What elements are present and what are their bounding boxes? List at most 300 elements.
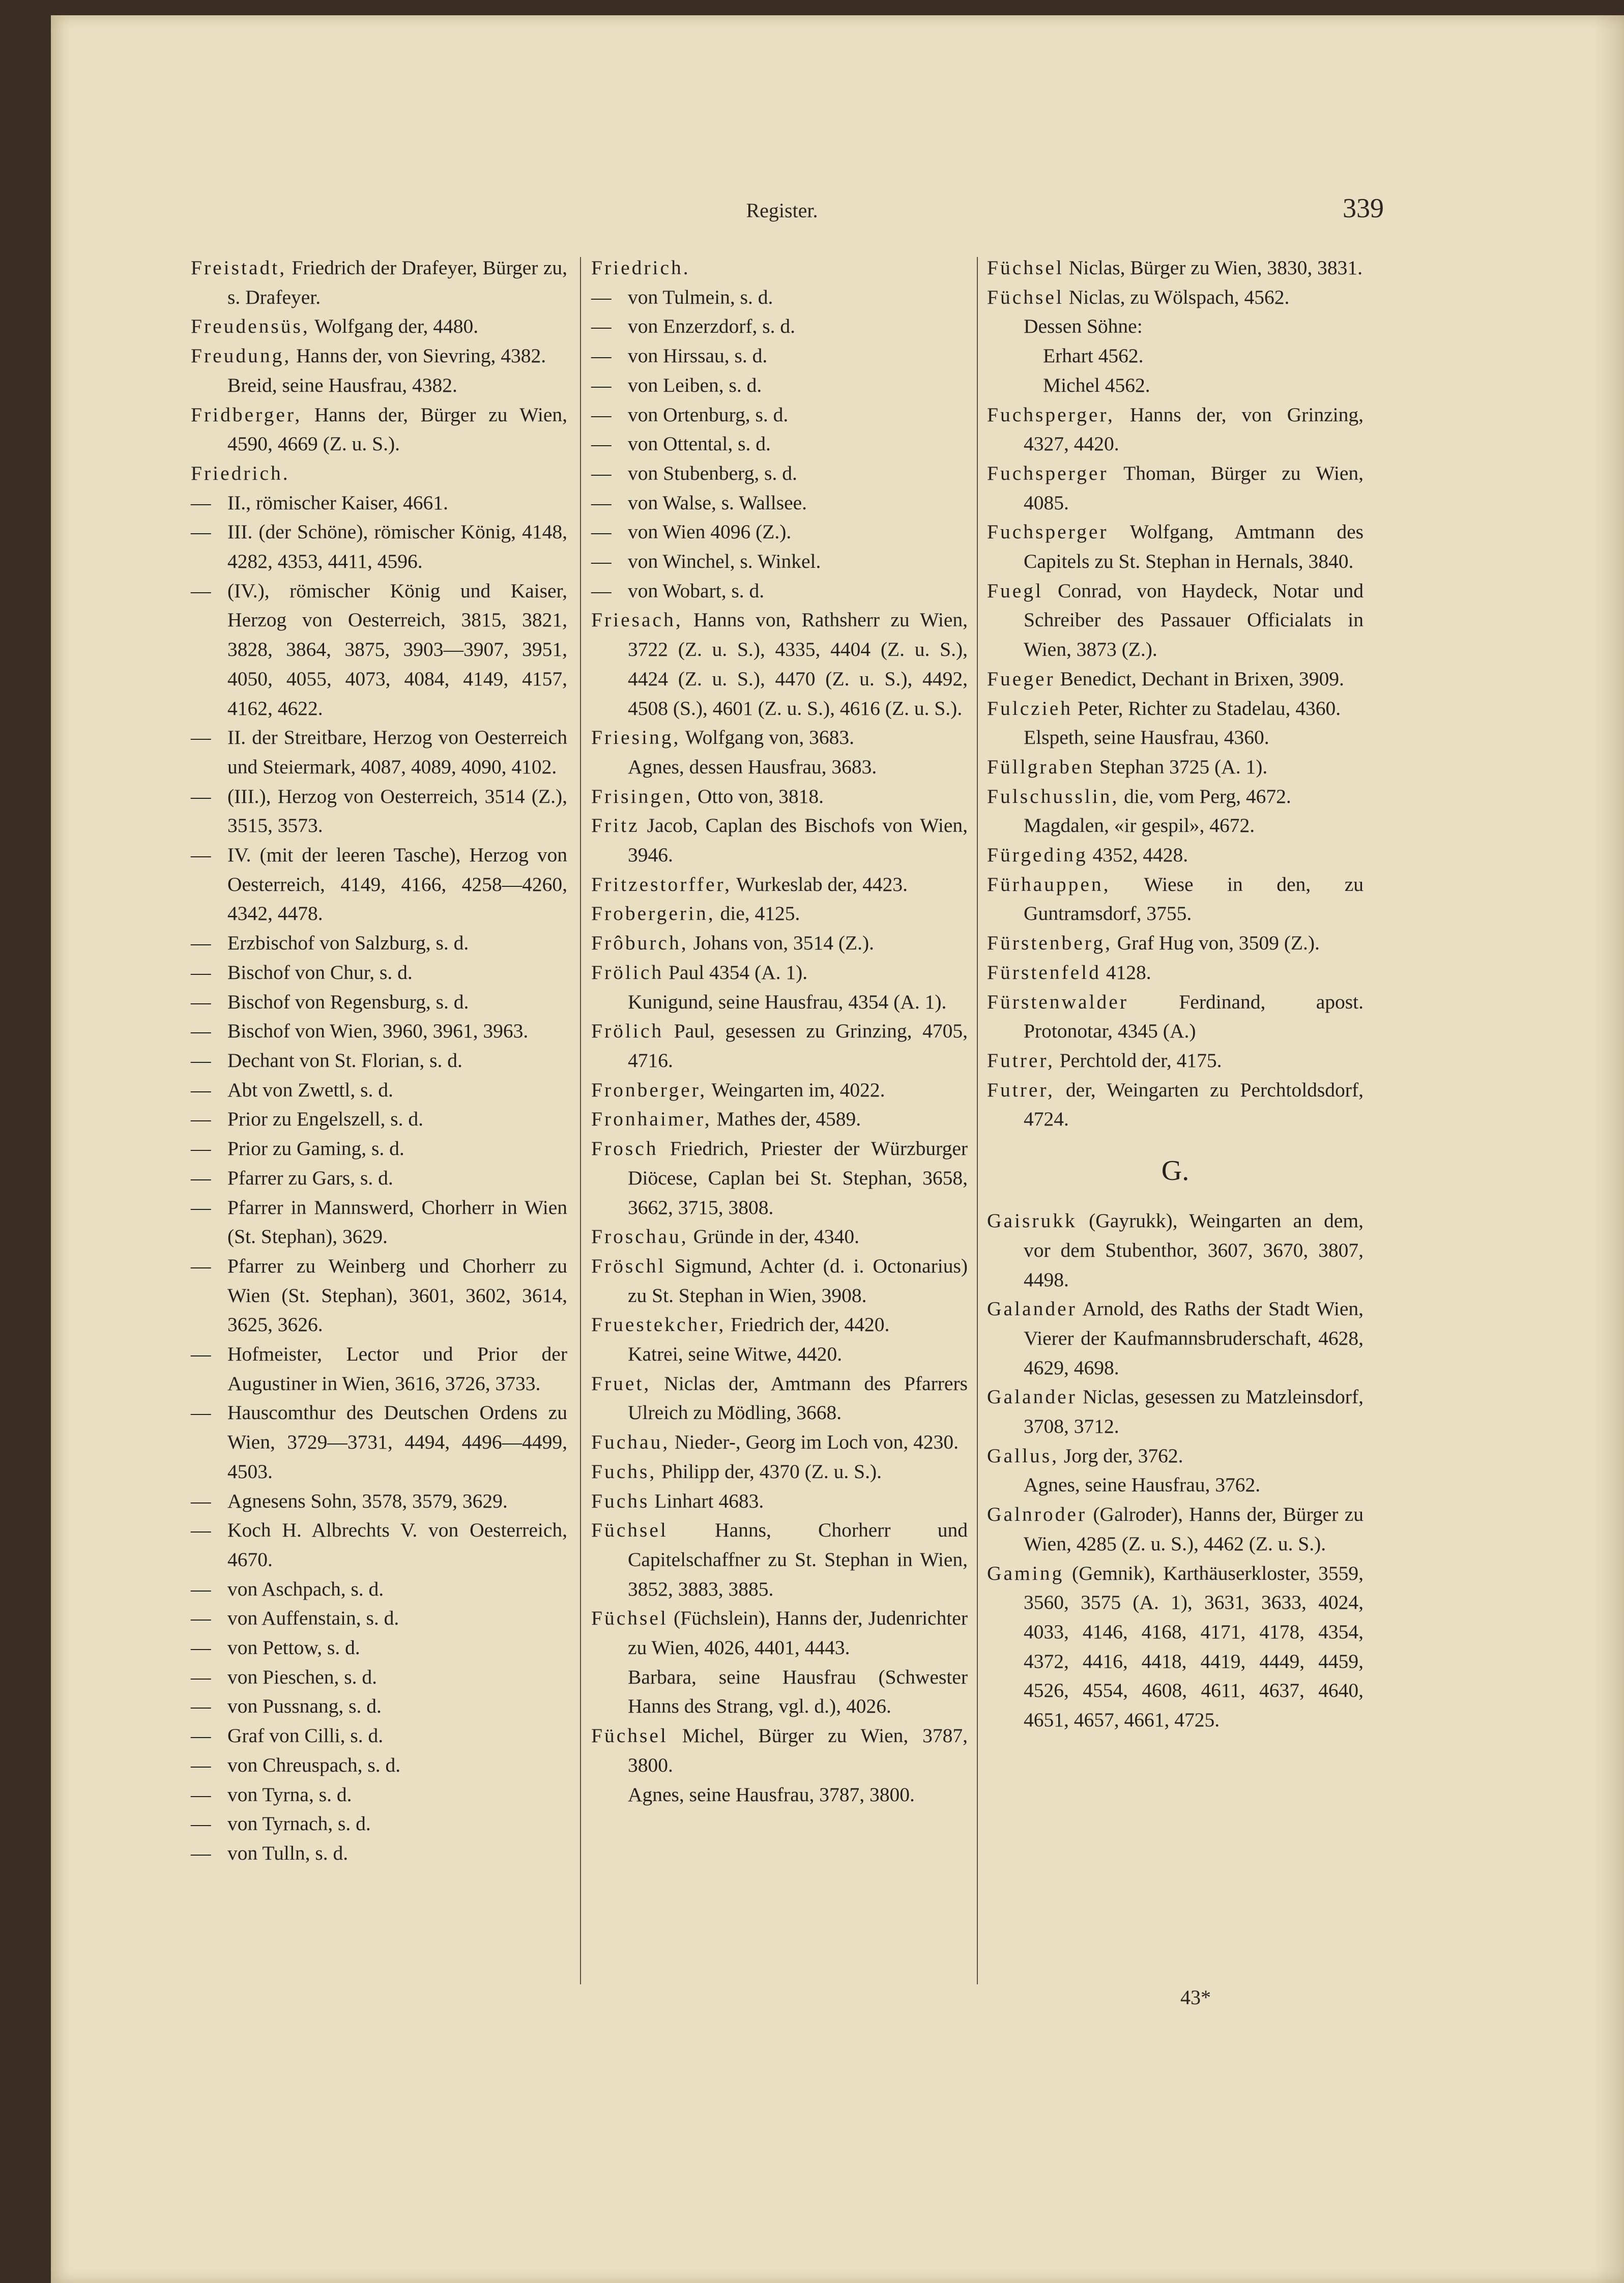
entry-keyword: Füllgraben (987, 755, 1095, 778)
index-entry (591, 253, 968, 283)
entry-text: Pfarrer zu Weinberg und Chorherr zu Wien (St. Stephan), 3601, 3602, 3614, 3625, 3626. (227, 1254, 567, 1336)
index-entry (987, 253, 1364, 283)
entry-text: Pfarrer zu Gars, s. d. (227, 1166, 393, 1189)
entry-keyword: Galnroder (987, 1503, 1087, 1526)
entry-keyword: Fröschl (591, 1254, 666, 1277)
entry-keyword: Frisingen, (591, 785, 693, 807)
index-entry (591, 517, 968, 547)
entry-keyword: Friesing, (591, 726, 681, 749)
entry-text: Jacob, Caplan des Bischofs von Wien, 3946. (628, 814, 968, 866)
index-entry (191, 1046, 567, 1076)
index-entry (191, 929, 567, 958)
entry-keyword: Freudung, (191, 344, 292, 367)
index-entry (191, 1604, 567, 1633)
entry-keyword: Fürstenberg, (987, 932, 1112, 955)
index-entry (987, 1206, 1364, 1294)
entry-text: II. der Streitbare, Herzog von Oesterreich und Steiermark, 4087, 4089, 4090, 4102. (227, 726, 567, 778)
entry-keyword: Futrer, (987, 1049, 1055, 1072)
entry-text: von Tyrnach, s. d. (227, 1812, 371, 1835)
entry-text: 4128. (1100, 961, 1151, 984)
index-entry (591, 1340, 968, 1369)
index-entry (591, 899, 968, 929)
index-entry (191, 371, 567, 400)
repeat-dash: — (191, 1078, 211, 1101)
index-entry (191, 1721, 567, 1751)
entry-keyword: Fueger (987, 667, 1055, 690)
index-entry (191, 1252, 567, 1340)
index-entry (987, 371, 1364, 400)
index-entry (591, 929, 968, 958)
index-entry (987, 1294, 1364, 1382)
entry-text: Mathes der, 4589. (711, 1108, 861, 1131)
section-letter-heading: G. (1161, 1155, 1190, 1187)
index-entry (987, 870, 1364, 929)
entry-keyword: Fridberger, (191, 403, 302, 426)
index-entry (191, 253, 567, 312)
entry-text: (III.), Herzog von Oesterreich, 3514 (Z.), 3515, 3573. (227, 785, 567, 837)
entry-keyword: Fritz (591, 814, 640, 837)
entry-text: Hanns von, Rathsherr zu Wien, 3722 (Z. u. S.), 4335, 4404 (Z. u. S.), 4424 (Z. u. S.), 4470 (Z. u. S.), 4492, 4508 (S.), 4601 (Z. u. S.), 4616 (Z. u. S.). (628, 609, 968, 719)
entry-keyword: Galander (987, 1385, 1077, 1408)
repeat-dash: — (191, 1724, 211, 1747)
index-entry (987, 958, 1364, 988)
page-edge-shading (1593, 15, 1624, 2283)
entry-text: Barbara, seine Hausfrau (Schwester Hanns des Strang, vgl. d.), 4026. (628, 1665, 968, 1718)
entry-text: Magdalen, «ir gespil», 4672. (1024, 814, 1255, 837)
index-entry (591, 1604, 968, 1662)
repeat-dash: — (191, 1812, 211, 1835)
entry-text: Graf Hug von, 3509 (Z.). (1112, 932, 1320, 955)
repeat-dash: — (191, 1607, 211, 1630)
repeat-dash: — (591, 285, 612, 308)
entry-keyword: Frôburch, (591, 932, 688, 955)
repeat-dash: — (591, 579, 612, 602)
repeat-dash: — (191, 1577, 211, 1600)
index-entry (191, 723, 567, 782)
entry-text: Nieder-, Georg im Loch von, 4230. (670, 1431, 959, 1454)
signature-mark: 43* (1180, 1986, 1211, 2009)
entry-text: Conrad, von Haydeck, Notar und Schreiber des Passauer Officialats in Wien, 3873 (Z.). (1024, 579, 1364, 661)
entry-text: Bischof von Chur, s. d. (227, 961, 413, 984)
index-entry (191, 1663, 567, 1692)
entry-text: Perchtold der, 4175. (1054, 1049, 1222, 1072)
index-entry (591, 1663, 968, 1721)
entry-text: Jorg der, 3762. (1059, 1444, 1183, 1467)
column-rule (580, 257, 581, 1984)
index-entry (191, 1780, 567, 1810)
index-entry (987, 1559, 1364, 1735)
entry-text: von Pieschen, s. d. (227, 1665, 378, 1688)
repeat-dash: — (191, 990, 211, 1013)
entry-keyword: Frobergerin, (591, 902, 715, 925)
entry-text: Hanns der, von Sievring, 4382. (291, 344, 546, 367)
entry-text: Agnes, dessen Hausfrau, 3683. (628, 755, 877, 778)
entry-text: von Stubenberg, s. d. (628, 461, 797, 484)
entry-text: Agnes, seine Hausfrau, 3762. (1024, 1473, 1261, 1496)
entry-keyword: Fronhaimer, (591, 1108, 712, 1131)
repeat-dash: — (591, 344, 612, 367)
entry-text: die, 4125. (715, 902, 800, 925)
index-entry (191, 488, 567, 518)
index-entry (191, 1193, 567, 1252)
index-entry (987, 341, 1364, 371)
entry-text: Friedrich der, 4420. (726, 1313, 890, 1336)
entry-text: Benedict, Dechant in Brixen, 3909. (1055, 667, 1344, 690)
entry-text: Erzbischof von Salzburg, s. d. (227, 932, 469, 955)
entry-keyword: Friesach, (591, 609, 683, 631)
index-entry (987, 283, 1364, 312)
entry-keyword: Froschau, (591, 1225, 688, 1248)
index-entry (987, 459, 1364, 517)
repeat-dash: — (591, 373, 612, 396)
repeat-dash: — (191, 1753, 211, 1776)
entry-keyword: Fürstenfeld (987, 961, 1101, 984)
index-entry (987, 1046, 1364, 1076)
entry-text: Paul 4354 (A. 1). (663, 961, 808, 984)
repeat-dash: — (591, 315, 612, 338)
repeat-dash: — (191, 785, 211, 807)
entry-text: von Wien 4096 (Z.). (628, 521, 792, 543)
repeat-dash: — (191, 1665, 211, 1688)
repeat-dash: — (191, 844, 211, 866)
entry-text: Wolfgang der, 4480. (309, 315, 479, 338)
entry-text: Sigmund, Achter (d. i. Octonarius) zu St. Stephan in Wien, 3908. (628, 1254, 968, 1307)
entry-text: von Auffenstain, s. d. (227, 1607, 399, 1630)
repeat-dash: — (191, 1020, 211, 1043)
index-entry (591, 753, 968, 782)
index-entry (987, 1500, 1364, 1558)
entry-text: von Ottental, s. d. (628, 432, 771, 455)
repeat-dash: — (191, 579, 211, 602)
entry-keyword: Fuchau, (591, 1431, 670, 1454)
entry-text: Elspeth, seine Hausfrau, 4360. (1024, 726, 1269, 749)
entry-text: Erhart 4562. (1043, 344, 1144, 367)
repeat-dash: — (191, 1783, 211, 1806)
repeat-dash: — (591, 403, 612, 426)
index-entry (987, 782, 1364, 812)
index-entry (987, 988, 1364, 1046)
index-entry (591, 429, 968, 459)
index-entry (591, 1780, 968, 1810)
repeat-dash: — (191, 1401, 211, 1424)
entry-text: Niclas, Bürger zu Wien, 3830, 3831. (1063, 256, 1363, 279)
index-entry (191, 312, 567, 341)
entry-text: von Pettow, s. d. (227, 1636, 360, 1659)
index-entry (591, 723, 968, 753)
entry-text: (IV.), römischer König und Kaiser, Herzog von Oesterreich, 3815, 3821, 3828, 3864, 3875, 3903—3907, 3951, 4050, 4055, 4073, 4084, 4149, 4157, 4162, 4622. (227, 579, 567, 719)
repeat-dash: — (191, 1108, 211, 1131)
entry-keyword: Fruestekcher, (591, 1313, 726, 1336)
entry-text: von Chreuspach, s. d. (227, 1753, 401, 1776)
entry-keyword: Fronberger, (591, 1078, 707, 1101)
index-entry (191, 576, 567, 724)
index-entry (191, 1809, 567, 1839)
entry-keyword: Fürstenwalder (987, 990, 1128, 1013)
index-entry (591, 1310, 968, 1340)
entry-text: Stephan 3725 (A. 1). (1094, 755, 1268, 778)
entry-text: Philipp der, 4370 (Z. u. S.). (656, 1460, 882, 1483)
index-entry (191, 1751, 567, 1780)
index-entry (591, 605, 968, 723)
index-entry (591, 1369, 968, 1428)
entry-text: Hofmeister, Lector und Prior der Augustiner in Wien, 3616, 3726, 3733. (227, 1343, 567, 1395)
index-entry (591, 1487, 968, 1516)
entry-text: Michel 4562. (1043, 373, 1150, 396)
entry-text: von Winchel, s. Winkel. (628, 550, 821, 573)
index-entry (191, 1105, 567, 1134)
entry-text: Agnes, seine Hausfrau, 3787, 3800. (628, 1783, 915, 1806)
index-column-3 (987, 253, 1364, 1735)
index-entry (591, 488, 968, 518)
repeat-dash: — (191, 1196, 211, 1219)
index-entry (191, 1633, 567, 1663)
entry-text: Hanns der, von Grinzing, 4327, 4420. (1024, 403, 1364, 455)
index-entry (987, 517, 1364, 576)
entry-text: Prior zu Engelszell, s. d. (227, 1108, 424, 1131)
entry-text: 4352, 4428. (1087, 844, 1188, 866)
entry-text: Michel, Bürger zu Wien, 3787, 3800. (628, 1724, 968, 1776)
entry-text: Agnesens Sohn, 3578, 3579, 3629. (227, 1489, 508, 1512)
column-rule (977, 257, 978, 1984)
entry-keyword: Friedrich. (591, 256, 690, 279)
entry-keyword: Füchsel (987, 285, 1064, 308)
entry-text: Wolfgang von, 3683. (680, 726, 855, 749)
entry-text: von Tulmein, s. d. (628, 285, 773, 308)
entry-text: Breid, seine Hausfrau, 4382. (227, 373, 457, 396)
entry-text: Niclas, gesessen zu Matzleinsdorf, 3708, 3712. (1024, 1385, 1364, 1438)
entry-text: (Füchslein), Hanns der, Judenrichter zu Wien, 4026, 4401, 4443. (628, 1607, 968, 1659)
entry-keyword: Fuchsperger, (987, 403, 1115, 426)
entry-keyword: Fulschusslin, (987, 785, 1119, 807)
index-entry (191, 1340, 567, 1398)
index-entry (591, 1017, 968, 1075)
index-entry (191, 988, 567, 1017)
entry-text: Dechant von St. Florian, s. d. (227, 1049, 462, 1072)
entry-keyword: Freudensüs, (191, 315, 310, 338)
repeat-dash: — (191, 1519, 211, 1542)
entry-text: die, vom Perg, 4672. (1119, 785, 1291, 807)
index-column-1 (191, 253, 567, 1868)
index-entry (591, 547, 968, 576)
index-entry (987, 576, 1364, 664)
entry-text: von Wobart, s. d. (628, 579, 765, 602)
entry-keyword: Frölich (591, 961, 664, 984)
entry-text: II., römischer Kaiser, 4661. (227, 491, 448, 514)
entry-keyword: Gallus, (987, 1444, 1059, 1467)
index-entry (591, 459, 968, 488)
index-entry (191, 1134, 567, 1164)
entry-text: Abt von Zwettl, s. d. (227, 1078, 393, 1101)
entry-text: von Enzerzdorf, s. d. (628, 315, 796, 338)
entry-text: Otto von, 3818. (692, 785, 824, 807)
entry-keyword: Füchsel (987, 256, 1064, 279)
entry-text: Ferdinand, apost. Protonotar, 4345 (A.) (1024, 990, 1364, 1043)
entry-keyword: Fritzestorffer, (591, 873, 732, 895)
entry-text: (Gayrukk), Weingarten an dem, vor dem Stubenthor, 3607, 3670, 3807, 4498. (1024, 1209, 1364, 1291)
entry-text: Friedrich der Drafeyer, Bürger zu, s. Drafeyer. (227, 256, 567, 308)
entry-keyword: Gaming (987, 1562, 1064, 1584)
entry-text: Wurkeslab der, 4423. (731, 873, 908, 895)
index-entry (591, 576, 968, 606)
index-entry (987, 723, 1364, 753)
entry-text: von Ortenburg, s. d. (628, 403, 789, 426)
index-entry (987, 1076, 1364, 1134)
entry-text: Kunigund, seine Hausfrau, 4354 (A. 1). (628, 990, 947, 1013)
entry-text: Koch H. Albrechts V. von Oesterreich, 4670. (227, 1519, 567, 1571)
repeat-dash: — (591, 491, 612, 514)
entry-text: von Pussnang, s. d. (227, 1695, 382, 1718)
entry-text: Wolfgang, Amtmann des Capitels zu St. Stephan in Hernals, 3840. (1024, 521, 1364, 573)
entry-keyword: Fuchs, (591, 1460, 657, 1483)
index-entry (191, 341, 567, 371)
entry-keyword: Füchsel (591, 1607, 668, 1630)
entry-text: Wiese in den, zu Guntramsdorf, 3755. (1024, 873, 1364, 925)
repeat-dash: — (191, 491, 211, 514)
entry-text: Prior zu Gaming, s. d. (227, 1137, 404, 1160)
entry-text: Graf von Cilli, s. d. (227, 1724, 384, 1747)
entry-keyword: Gaisrukk (987, 1209, 1077, 1232)
index-entry (591, 341, 968, 371)
entry-text: Thoman, Bürger zu Wien, 4085. (1024, 461, 1364, 514)
index-entry (591, 988, 968, 1017)
index-entry (987, 1382, 1364, 1441)
index-entry (591, 1076, 968, 1105)
entry-keyword: Frölich (591, 1020, 664, 1043)
index-entry (191, 1692, 567, 1721)
entry-text: Hanns, Chorherr und Capitelschaffner zu St. Stephan in Wien, 3852, 3883, 3885. (628, 1519, 968, 1600)
entry-text: Arnold, des Raths der Stadt Wien, Vierer der Kaufmannsbruderschaft, 4628, 4629, 4698. (1024, 1297, 1364, 1379)
index-entry (191, 1076, 567, 1105)
entry-text: von Leiben, s. d. (628, 373, 762, 396)
index-entry (191, 1487, 567, 1516)
entry-keyword: Fuchs (591, 1489, 650, 1512)
entry-keyword: Futrer, (987, 1078, 1055, 1101)
entry-text: der, Weingarten zu Perchtoldsdorf, 4724. (1024, 1078, 1364, 1131)
index-entry (987, 400, 1364, 459)
entry-keyword: Fuegl (987, 579, 1043, 602)
entry-keyword: Galander (987, 1297, 1077, 1320)
entry-keyword: Fuchsperger (987, 521, 1109, 543)
entry-text: Bischof von Wien, 3960, 3961, 3963. (227, 1020, 529, 1043)
index-entry (987, 312, 1364, 341)
entry-text: (Galroder), Hanns der, Bürger zu Wien, 4285 (Z. u. S.), 4462 (Z. u. S.). (1024, 1503, 1364, 1555)
repeat-dash: — (191, 1166, 211, 1189)
index-entry (191, 782, 567, 841)
index-entry (591, 870, 968, 900)
index-entry (591, 1516, 968, 1604)
entry-text: Linhart 4683. (649, 1489, 764, 1512)
index-entry (191, 1575, 567, 1604)
entry-text: Peter, Richter zu Stadelau, 4360. (1072, 697, 1341, 719)
index-entry (987, 694, 1364, 724)
index-entry (987, 753, 1364, 782)
entry-text: Johans von, 3514 (Z.). (688, 932, 875, 955)
entry-text: Weingarten im, 4022. (707, 1078, 885, 1101)
index-entry (591, 1428, 968, 1457)
entry-keyword: Füchsel (591, 1519, 668, 1542)
index-entry (591, 1252, 968, 1310)
entry-text: Gründe in der, 4340. (688, 1225, 859, 1248)
entry-text: Hanns der, Bürger zu Wien, 4590, 4669 (Z. u. S.). (227, 403, 567, 455)
repeat-dash: — (191, 726, 211, 749)
index-entry (987, 811, 1364, 841)
entry-keyword: Fruet, (591, 1372, 651, 1395)
index-entry (591, 283, 968, 312)
repeat-dash: — (591, 461, 612, 484)
entry-text: von Tulln, s. d. (227, 1841, 349, 1864)
index-entry (987, 1441, 1364, 1471)
entry-text: Dessen Söhne: (1024, 315, 1143, 338)
entry-text: Paul, gesessen zu Grinzing, 4705, 4716. (628, 1020, 968, 1072)
entry-keyword: Fürhauppen, (987, 873, 1111, 895)
repeat-dash: — (591, 550, 612, 573)
entry-text: Bischof von Regensburg, s. d. (227, 990, 469, 1013)
index-entry (591, 371, 968, 400)
repeat-dash: — (191, 1695, 211, 1718)
entry-keyword: Füchsel (591, 1724, 668, 1747)
index-entry (191, 400, 567, 459)
entry-text: von Walse, s. Wallsee. (628, 491, 807, 514)
index-entry (591, 1105, 968, 1134)
entry-text: Katrei, seine Witwe, 4420. (628, 1343, 843, 1366)
index-entry (987, 841, 1364, 870)
repeat-dash: — (191, 1254, 211, 1277)
index-entry (591, 1134, 968, 1222)
repeat-dash: — (191, 1489, 211, 1512)
repeat-dash: — (191, 961, 211, 984)
index-entry (191, 1164, 567, 1193)
repeat-dash: — (191, 1137, 211, 1160)
index-entry (591, 400, 968, 430)
entry-keyword: Freistadt, (191, 256, 287, 279)
index-entry (591, 312, 968, 341)
entry-keyword: Frosch (591, 1137, 658, 1160)
entry-text: von Hirssau, s. d. (628, 344, 768, 367)
entry-text: Niclas, zu Wölspach, 4562. (1063, 285, 1290, 308)
repeat-dash: — (591, 521, 612, 543)
index-entry (591, 958, 968, 988)
index-entry (191, 1017, 567, 1046)
page-number: 339 (1343, 193, 1384, 223)
entry-keyword: Fuchsperger (987, 461, 1109, 484)
repeat-dash: — (191, 1841, 211, 1864)
index-entry (191, 1398, 567, 1486)
index-entry (191, 517, 567, 576)
entry-text: von Tyrna, s. d. (227, 1783, 352, 1806)
entry-text: Pfarrer in Mannswerd, Chorherr in Wien (St. Stephan), 3629. (227, 1196, 567, 1248)
repeat-dash: — (191, 1636, 211, 1659)
index-entry (591, 1457, 968, 1487)
entry-text: IV. (mit der leeren Tasche), Herzog von Oesterreich, 4149, 4166, 4258—4260, 4342, 4478. (227, 844, 567, 925)
index-entry (591, 1721, 968, 1780)
entry-text: Niclas der, Amtmann des Pfarrers Ulreich zu Mödling, 3668. (628, 1372, 968, 1424)
index-entry (987, 1470, 1364, 1500)
index-entry (191, 1839, 567, 1868)
entry-keyword: Fürgeding (987, 844, 1088, 866)
entry-text: Hauscomthur des Deutschen Ordens zu Wien, 3729—3731, 4494, 4496—4499, 4503. (227, 1401, 567, 1483)
entry-text: von Aschpach, s. d. (227, 1577, 384, 1600)
index-column-2 (591, 253, 968, 1809)
index-entry (987, 664, 1364, 694)
entry-keyword: Fulczieh (987, 697, 1073, 719)
index-entry (191, 1516, 567, 1574)
index-entry (987, 929, 1364, 958)
index-entry (191, 958, 567, 988)
index-entry (591, 811, 968, 870)
index-entry (591, 1222, 968, 1252)
repeat-dash: — (191, 521, 211, 543)
repeat-dash: — (191, 1049, 211, 1072)
